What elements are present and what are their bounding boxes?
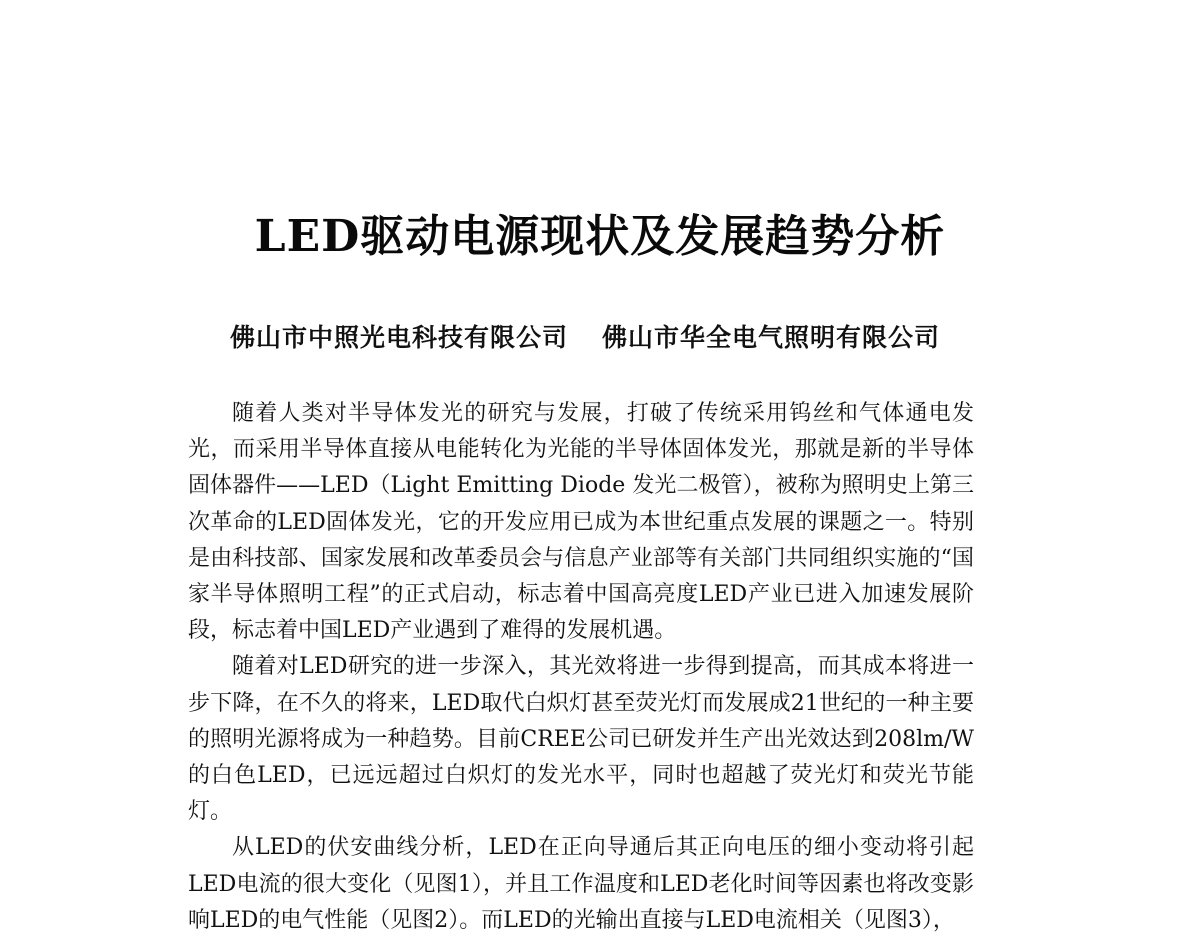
body-text bbox=[188, 396, 974, 939]
affiliation-1: 佛山市中照光电科技有限公司 bbox=[230, 323, 569, 352]
paragraph-1: 随着人类对半导体发光的研究与发展，打破了传统采用钨丝和气体通电发光，而采用半导体直接从电能转化为光能的半导体固体发光，那就是新的半导体固体器件——LED（Light Emitting Diode 发光二极管），被称为照明史上第三次革命的LED固体发光，它的开发应用已成为本世纪重点发展的课题之一。特别是由科技部、国家发展和改革委员会与信息产业部等有关部门共同组织实施的“国家半导体照明工程”的正式启动，标志着中国高亮度LED产业已进入加速发展阶段，标志着中国LED产业遇到了难得的发展机遇。 bbox=[188, 401, 974, 644]
paragraph-2: 随着对LED研究的进一步深入，其光效将进一步得到提高，而其成本将进一步下降，在不久的将来，LED取代白炽灯甚至荧光灯而发展成21世纪的一种主要的照明光源将成为一种趋势。目前CREE公司已研发并生产出光效达到208lm/W的白色LED，已远远超过白炽灯的发光水平，同时也超越了荧光灯和荧光节能灯。 bbox=[188, 654, 974, 825]
affiliations bbox=[230, 318, 990, 354]
paper-title: LED驱动电源现状及发展趋势分析 bbox=[254, 211, 946, 262]
affiliation-2: 佛山市华全电气照明有限公司 bbox=[602, 323, 941, 352]
paragraph-3: 从LED的伏安曲线分析，LED在正向导通后其正向电压的细小变动将引起LED电流的很大变化（见图1），并且工作温度和LED老化时间等因素也将改变影响LED的电气性能（见图2）。而LED的光输出直接与LED电流相关（见图3）， bbox=[188, 835, 974, 933]
